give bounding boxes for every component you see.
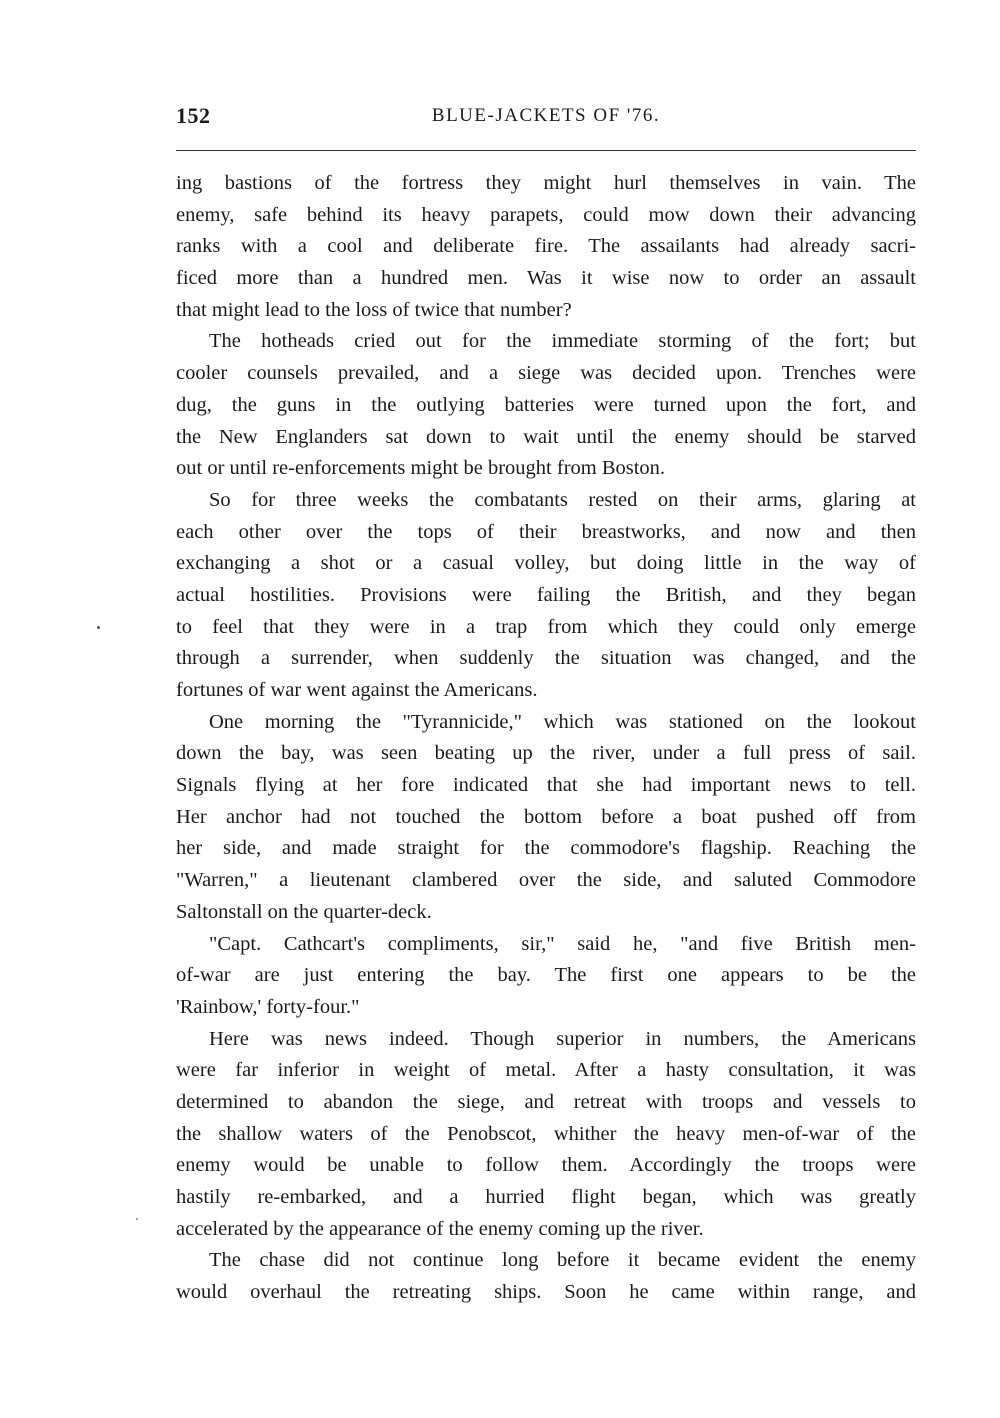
running-title: BLUE-JACKETS OF '76. — [431, 105, 661, 126]
text-line: One morning the "Tyrannicide," which was stationed on the lookout — [209, 710, 916, 733]
text-line: The chase did not continue long before it became evident the enemy — [209, 1249, 916, 1272]
text-line: through a surrender, when suddenly the situation was changed, and the — [176, 647, 916, 670]
paragraph — [176, 929, 916, 1024]
page-number: 152 — [176, 103, 211, 128]
paragraph — [176, 326, 916, 484]
text-line: Here was news indeed. Though superior in numbers, the Americans — [209, 1027, 916, 1050]
text-line: The hotheads cried out for the immediate storming of the fort; but — [209, 330, 916, 353]
text-line: that might lead to the loss of twice that number? — [176, 298, 572, 321]
text-line: Signals flying at her fore indicated that she had important news to tell. — [176, 774, 916, 797]
paragraph — [176, 485, 916, 707]
text-line: of-war are just entering the bay. The first one appears to be the — [176, 964, 916, 987]
text-line: the shallow waters of the Penobscot, whither the heavy men-of-war of the — [176, 1122, 916, 1145]
paragraph — [176, 1245, 916, 1308]
text-line: to feel that they were in a trap from which they could only emerge — [176, 615, 916, 638]
text-line: Saltonstall on the quarter-deck. — [176, 900, 432, 923]
text-line: So for three weeks the combatants rested on their arms, glaring at — [209, 488, 916, 511]
margin-speck — [136, 1218, 138, 1220]
paragraph — [176, 168, 916, 326]
text-line: fortunes of war went against the Americans. — [176, 679, 538, 701]
text-line: "Warren," a lieutenant clambered over the side, and saluted Commodore — [176, 869, 916, 892]
text-line: Her anchor had not touched the bottom before a boat pushed off from — [176, 805, 916, 828]
paragraph — [176, 707, 916, 929]
text-line: actual hostilities. Provisions were failing the British, and they began — [176, 583, 916, 606]
text-line: the New Englanders sat down to wait until the enemy should be starved — [176, 425, 916, 448]
text-line: dug, the guns in the outlying batteries were turned upon the fort, and — [176, 393, 916, 416]
text-line: "Capt. Cathcart's compliments, sir," said he, "and five British men- — [209, 932, 916, 955]
text-line: ing bastions of the fortress they might hurl themselves in vain. The — [176, 172, 916, 194]
text-line: down the bay, was seen beating up the river, under a full press of sail. — [176, 742, 916, 765]
text-line: her side, and made straight for the commodore's flagship. Reaching the — [176, 837, 916, 860]
text-line: 'Rainbow,' forty-four." — [176, 995, 360, 1018]
text-line: cooler counsels prevailed, and a siege was decided upon. Trenches were — [176, 362, 916, 385]
text-line: accelerated by the appearance of the enemy coming up the river. — [176, 1217, 704, 1240]
text-line: determined to abandon the siege, and retreat with troops and vessels to — [176, 1090, 916, 1113]
text-line: enemy would be unable to follow them. Accordingly the troops were — [176, 1154, 916, 1177]
body-text — [176, 168, 916, 1309]
text-line: each other over the tops of their breastworks, and now and then — [176, 520, 916, 543]
header-rule — [176, 150, 916, 151]
text-line: hastily re-embarked, and a hurried flight began, which was greatly — [176, 1186, 916, 1208]
text-line: enemy, safe behind its heavy parapets, could mow down their advancing — [176, 203, 916, 226]
text-line: out or until re-enforcements might be brought from Boston. — [176, 457, 666, 480]
text-line: were far inferior in weight of metal. After a hasty consultation, it was — [176, 1059, 916, 1082]
text-line: exchanging a shot or a casual volley, but doing little in the way of — [176, 552, 916, 575]
margin-speck — [97, 626, 100, 629]
text-line: ranks with a cool and deliberate fire. The assailants had already sacri- — [176, 235, 916, 258]
page-header — [176, 103, 916, 139]
paragraph — [176, 1024, 916, 1246]
text-line: ficed more than a hundred men. Was it wise now to order an assault — [176, 267, 916, 290]
text-line: would overhaul the retreating ships. Soon he came within range, and — [176, 1281, 916, 1304]
